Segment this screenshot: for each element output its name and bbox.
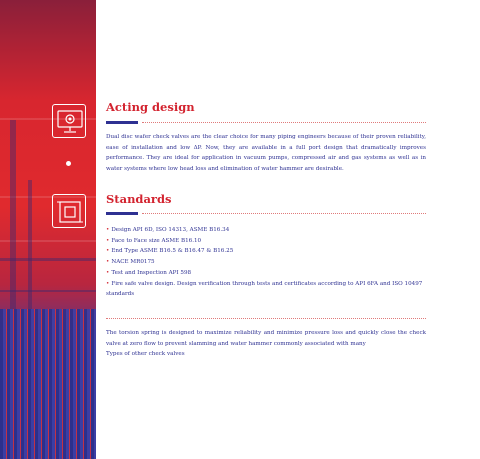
spring-note-line: Types of other check valves bbox=[106, 351, 185, 357]
list-item: • End Type ASME B16.5 & B16.47 & B16.25 bbox=[106, 248, 234, 255]
industrial-photo-panel bbox=[0, 0, 96, 459]
acting-design-heading: Acting design bbox=[106, 100, 195, 114]
section-separator bbox=[106, 318, 426, 319]
heading-dotted-rule bbox=[142, 122, 426, 123]
heading-accent-bar bbox=[106, 212, 138, 215]
heading-accent-bar bbox=[106, 121, 138, 124]
list-item: • Test and Inspection API 598 bbox=[106, 269, 192, 276]
spring-note-line: The torsion spring is designed to maximize reliability and minimize pressure loss and quickly close the check valve at zero flow to prevent slamming and water hammer commonly associated with many bbox=[106, 330, 426, 347]
acting-design-body: Dual disc wafer check valves are the clear choice for many piping engineers because of their proven reliability, ease of installation and low ΔP. Now, they are available in a full port design that dramatically improves performance. They are ideal for application in vacuum pumps, compressed air and gas systems as well as in water systems where low head loss and elimination of water hammer are desirable. bbox=[106, 134, 426, 173]
list-item: • NACE MR0175 bbox=[106, 259, 155, 266]
pager-dot bbox=[66, 161, 71, 166]
blueprint-frame-icon bbox=[52, 194, 86, 228]
monitor-gear-icon bbox=[52, 104, 86, 138]
list-item: • Design API 6D, ISO 14313, ASME B16.34 bbox=[106, 227, 230, 233]
standards-list bbox=[106, 225, 426, 300]
heading-dotted-rule bbox=[142, 213, 426, 214]
list-item: • Face to Face size ASME B16.10 bbox=[106, 237, 202, 244]
list-item: • Fire safe valve design. Design verification through tests and certificates according to API 6FA and ISO 10497 standards bbox=[106, 280, 423, 298]
standards-heading: Standards bbox=[106, 192, 172, 206]
